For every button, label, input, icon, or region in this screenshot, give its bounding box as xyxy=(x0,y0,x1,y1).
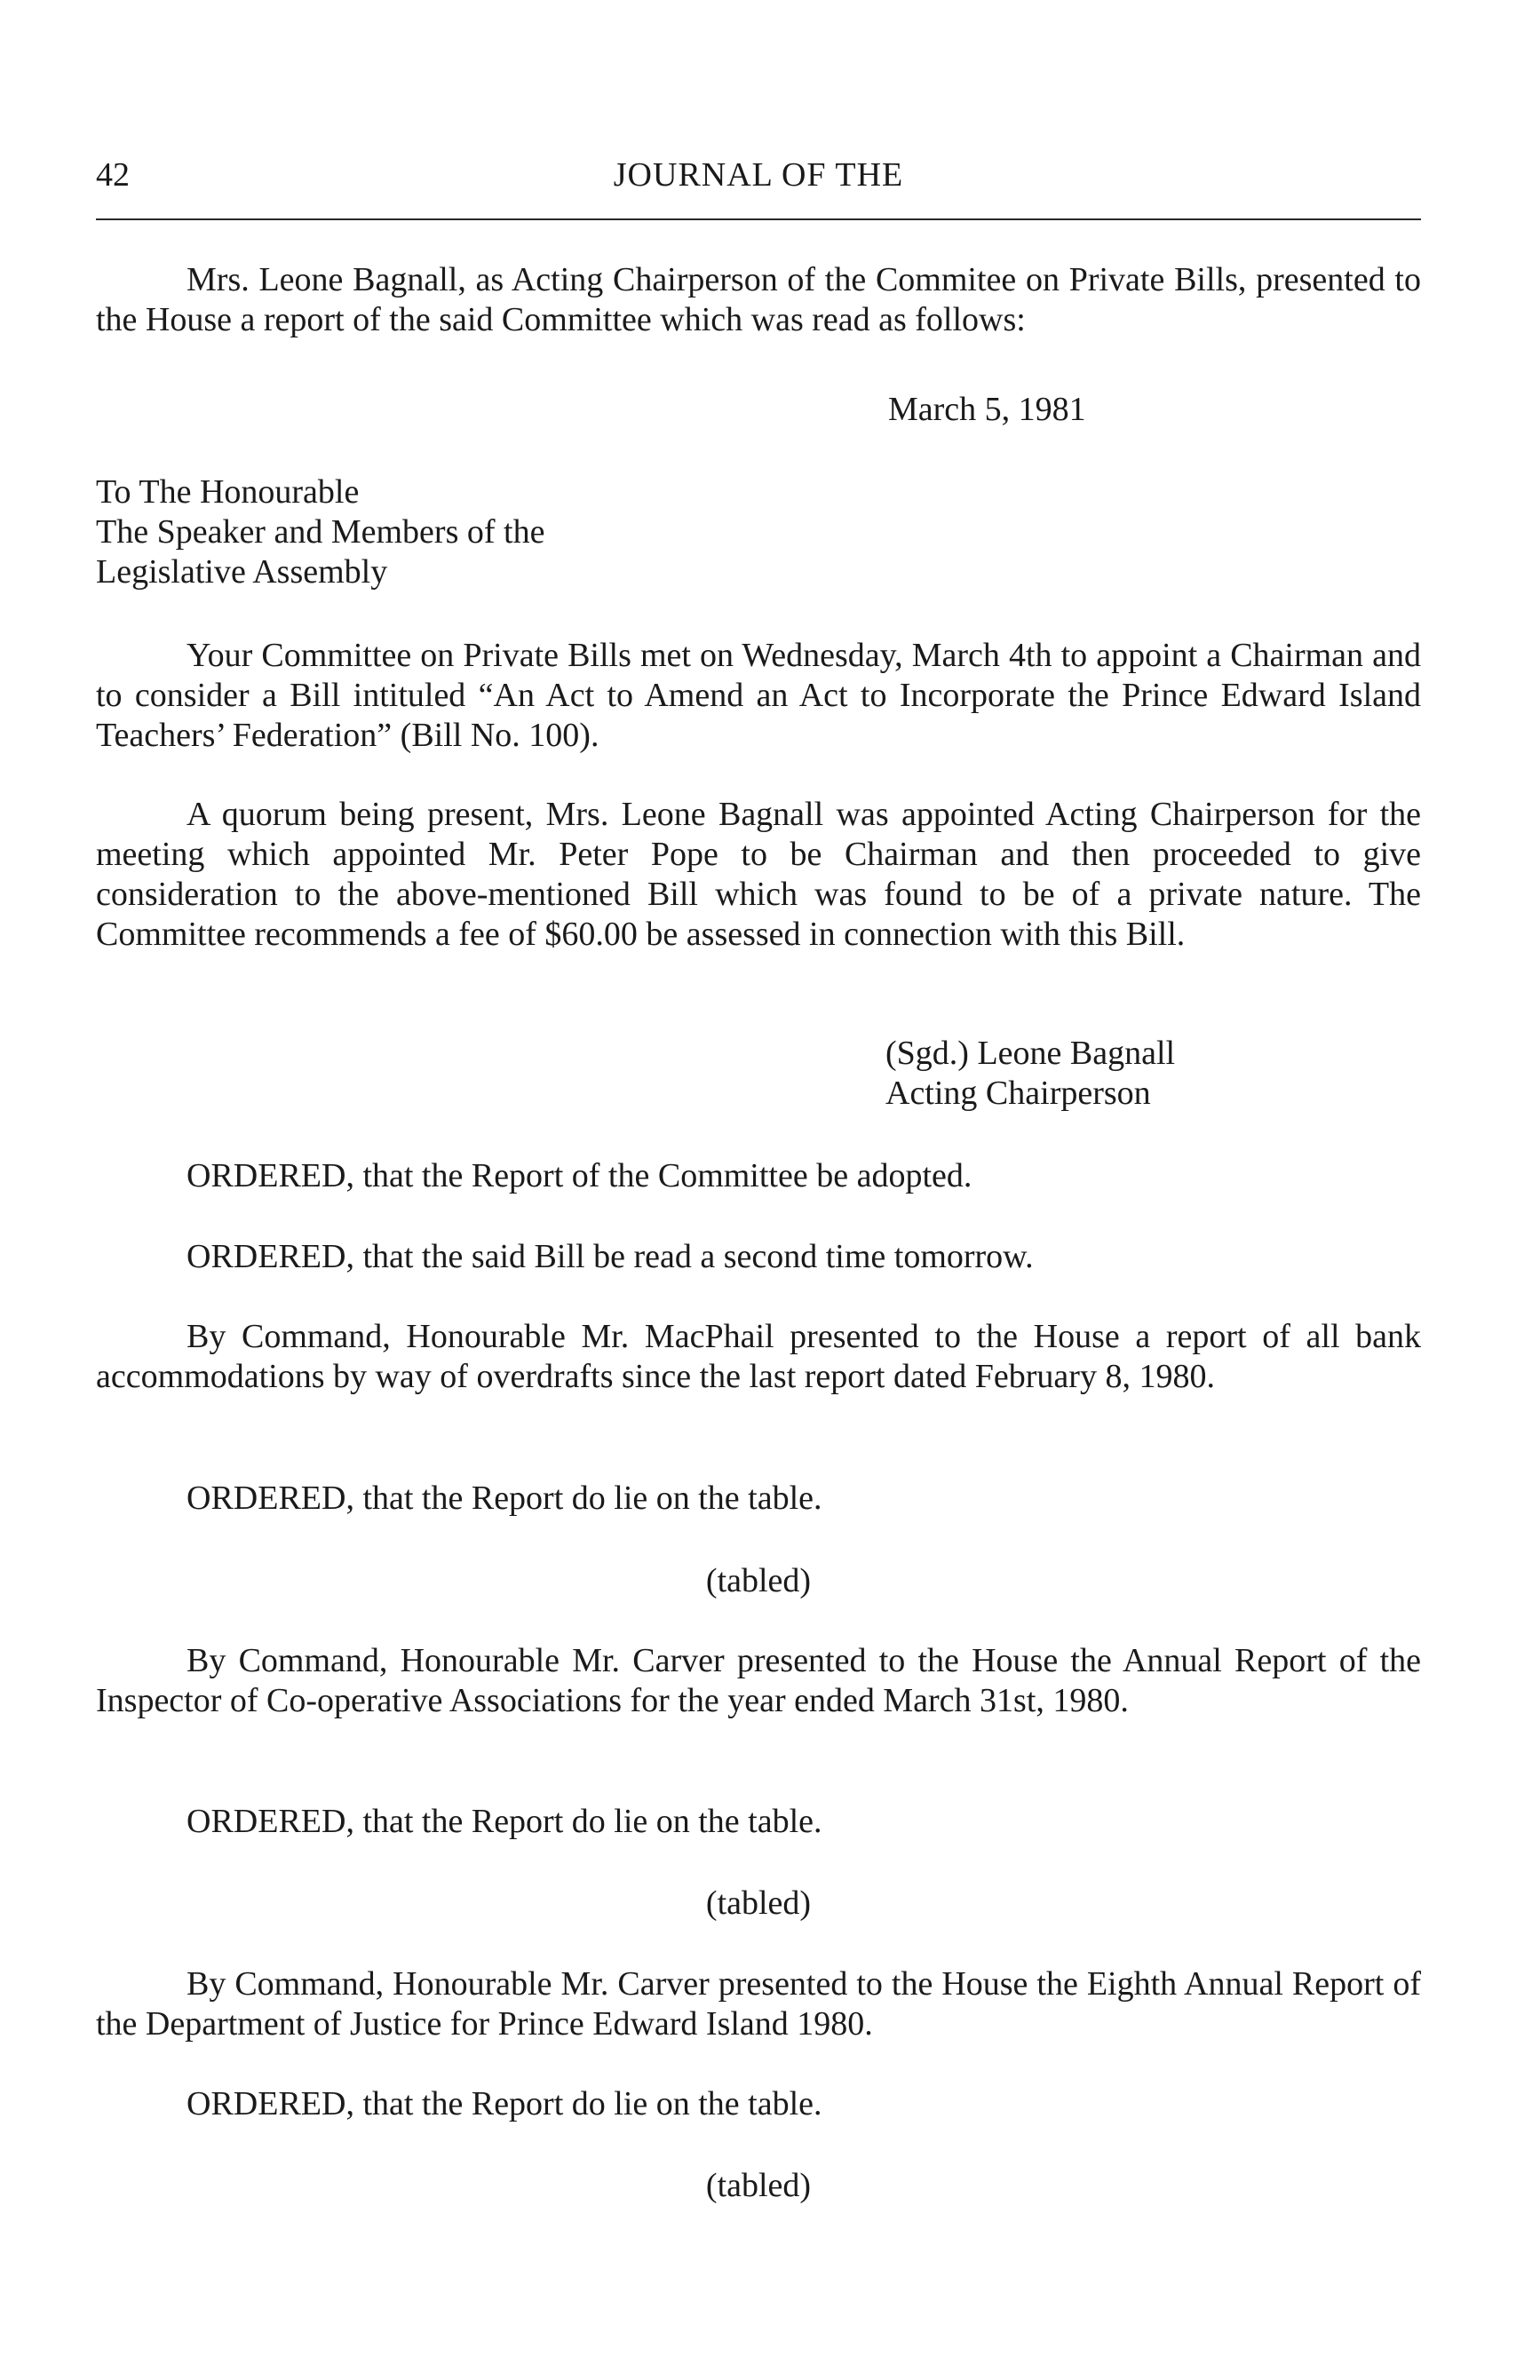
address-line: To The Honourable xyxy=(96,473,360,511)
running-head: JOURNAL OF THE xyxy=(613,156,904,194)
intro-paragraph: Mrs. Leone Bagnall, as Acting Chairperson of the Commitee on Private Bills, presented to the House a report of the said Committee which was read as follows: xyxy=(96,261,1421,338)
report-date: March 5, 1981 xyxy=(888,391,1086,428)
ordered-line: ORDERED, that the said Bill be read a second time tomorrow. xyxy=(187,1238,1034,1275)
tabled-note: (tabled) xyxy=(705,1562,812,1599)
ordered-line: ORDERED, that the Report do lie on the table. xyxy=(187,1803,822,1840)
report-paragraph: Your Committee on Private Bills met on Wednesday, March 4th to appoint a Chairman and to consider a Bill intituled “An Act to Amend an Act to Incorporate the Prince Edward Island Teachers’ Federation” (Bill No. 100). xyxy=(96,637,1421,754)
tabled-note: (tabled) xyxy=(705,2167,812,2204)
signature-block xyxy=(885,1034,1175,1114)
address-block xyxy=(96,472,1421,592)
ordered-line: ORDERED, that the Report do lie on the table. xyxy=(187,1480,822,1517)
tabled-note: (tabled) xyxy=(705,1884,812,1922)
command-paragraph: By Command, Honourable Mr. MacPhail presented to the House a report of all bank accommodations by way of overdrafts since the last report dated February 8, 1980. xyxy=(96,1318,1421,1395)
ordered-line: ORDERED, that the Report of the Committee be adopted. xyxy=(187,1157,972,1194)
command-paragraph: By Command, Honourable Mr. Carver presented to the House the Eighth Annual Report of the Department of Justice for Prince Edward Island 1980. xyxy=(96,1965,1421,2043)
page-number: 42 xyxy=(96,156,130,194)
signature-line: (Sgd.) Leone Bagnall xyxy=(885,1035,1176,1072)
report-paragraph: A quorum being present, Mrs. Leone Bagnall was appointed Acting Chairperson for the meeting which appointed Mr. Peter Pope to be Chairman and then proceeded to give consideration to the above-mentioned Bill which was found to be of a private nature. The Committee recommends a fee of $60.00 be assessed in connection with this Bill. xyxy=(96,796,1421,953)
command-paragraph: By Command, Honourable Mr. Carver presented to the House the Annual Report of the Inspector of Co-operative Associations for the year ended March 31st, 1980. xyxy=(96,1642,1421,1719)
ordered-line: ORDERED, that the Report do lie on the table. xyxy=(187,2085,822,2122)
address-line: Legislative Assembly xyxy=(96,553,388,591)
signature-title: Acting Chairperson xyxy=(885,1075,1151,1112)
address-line: The Speaker and Members of the xyxy=(96,513,545,551)
page-header xyxy=(96,154,1421,196)
header-rule xyxy=(96,218,1421,220)
